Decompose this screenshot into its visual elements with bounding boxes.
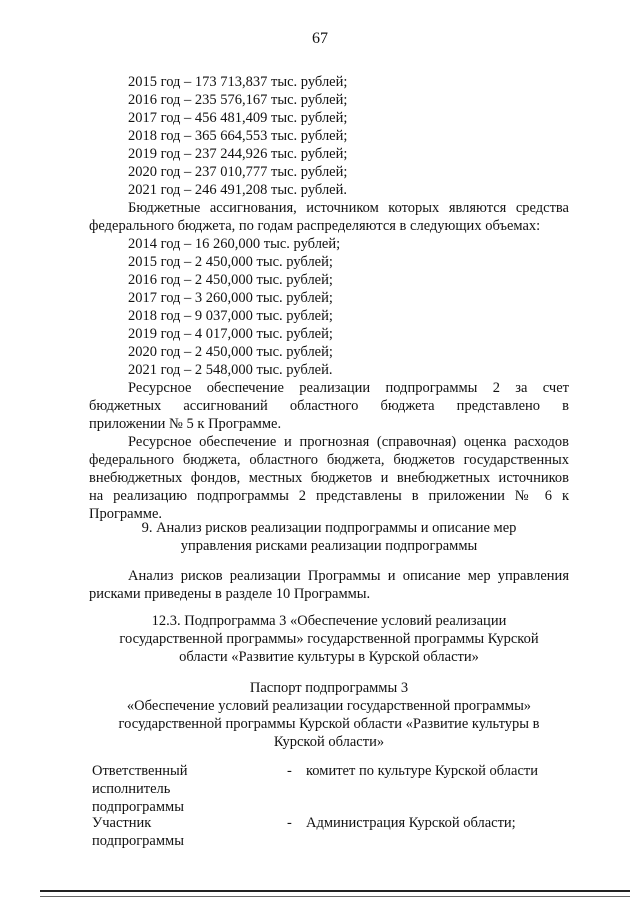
budget-line: 2021 год – 246 491,208 тыс. рублей. — [128, 182, 348, 198]
row-dash: - — [287, 815, 292, 831]
forecast-para-line: Ресурсное обеспечение и прогнозная (справочная) оценка расходов — [128, 434, 569, 450]
subprogram-3-heading: области «Развитие культуры в Курской области» — [179, 649, 479, 665]
row-label: Участник — [92, 815, 152, 831]
budget-line: 2019 год – 237 244,926 тыс. рублей; — [128, 146, 348, 162]
passport-title: Паспорт подпрограммы 3 — [249, 680, 409, 696]
section-9-body: Анализ рисков реализации Программы и описание мер управления — [128, 568, 569, 584]
forecast-para-line: федерального бюджета, областного бюджета, бюджетов государственных — [89, 452, 569, 468]
forecast-para-line: на реализацию подпрограммы 2 представлены в приложении № 6 к — [89, 488, 569, 504]
forecast-para-line: Программе. — [89, 506, 163, 522]
passport-title: «Обеспечение условий реализации государственной программы» — [126, 698, 532, 714]
forecast-para-line: внебюджетных фондов, местных бюджетов и внебюджетных источников — [89, 470, 569, 486]
budget-line: 2020 год – 237 010,777 тыс. рублей; — [128, 164, 348, 180]
subprogram-3-heading: государственной программы» государственной программы Курской — [119, 631, 539, 647]
budget-line: 2016 год – 235 576,167 тыс. рублей; — [128, 92, 348, 108]
federal-budget-line: 2014 год – 16 260,000 тыс. рублей; — [128, 236, 341, 252]
resource-para-line: Ресурсное обеспечение реализации подпрограммы 2 за счет — [128, 380, 569, 396]
budget-line: 2015 год – 173 713,837 тыс. рублей; — [128, 74, 348, 90]
section-9-title: 9. Анализ рисков реализации подпрограммы и описание мер — [141, 520, 517, 536]
row-label: исполнитель — [92, 781, 171, 797]
federal-intro-line: Бюджетные ассигнования, источником которых являются средства — [128, 200, 569, 216]
page-number: 67 — [312, 30, 328, 47]
budget-line: 2017 год – 456 481,409 тыс. рублей; — [128, 110, 348, 126]
page-bottom-border — [40, 890, 630, 892]
resource-para-line: бюджетных ассигнований областного бюджета представлено в — [89, 398, 569, 414]
row-dash: - — [287, 763, 292, 779]
federal-budget-line: 2019 год – 4 017,000 тыс. рублей; — [128, 326, 333, 342]
subprogram-3-heading: 12.3. Подпрограмма 3 «Обеспечение условий реализации — [151, 613, 507, 629]
page-bottom-border — [40, 896, 630, 897]
federal-budget-line: 2016 год – 2 450,000 тыс. рублей; — [128, 272, 333, 288]
resource-para-line: приложении № 5 к Программе. — [89, 416, 282, 432]
federal-budget-line: 2015 год – 2 450,000 тыс. рублей; — [128, 254, 333, 270]
section-9-body: рисками приведены в разделе 10 Программы. — [89, 586, 371, 602]
federal-budget-line: 2020 год – 2 450,000 тыс. рублей; — [128, 344, 333, 360]
passport-title: Курской области» — [273, 734, 385, 750]
row-value: Администрация Курской области; — [306, 815, 516, 831]
federal-budget-line: 2021 год – 2 548,000 тыс. рублей. — [128, 362, 333, 378]
federal-budget-line: 2018 год – 9 037,000 тыс. рублей; — [128, 308, 333, 324]
federal-budget-line: 2017 год – 3 260,000 тыс. рублей; — [128, 290, 333, 306]
federal-intro-line: федерального бюджета, по годам распределяются в следующих объемах: — [89, 218, 541, 234]
budget-line: 2018 год – 365 664,553 тыс. рублей; — [128, 128, 348, 144]
section-9-title: управления рисками реализации подпрограммы — [180, 538, 478, 554]
row-label: подпрограммы — [92, 799, 184, 815]
row-value: комитет по культуре Курской области — [306, 763, 538, 779]
row-label: Ответственный — [92, 763, 188, 779]
row-label: подпрограммы — [92, 833, 184, 849]
passport-title: государственной программы Курской области «Развитие культуры в — [118, 716, 540, 732]
